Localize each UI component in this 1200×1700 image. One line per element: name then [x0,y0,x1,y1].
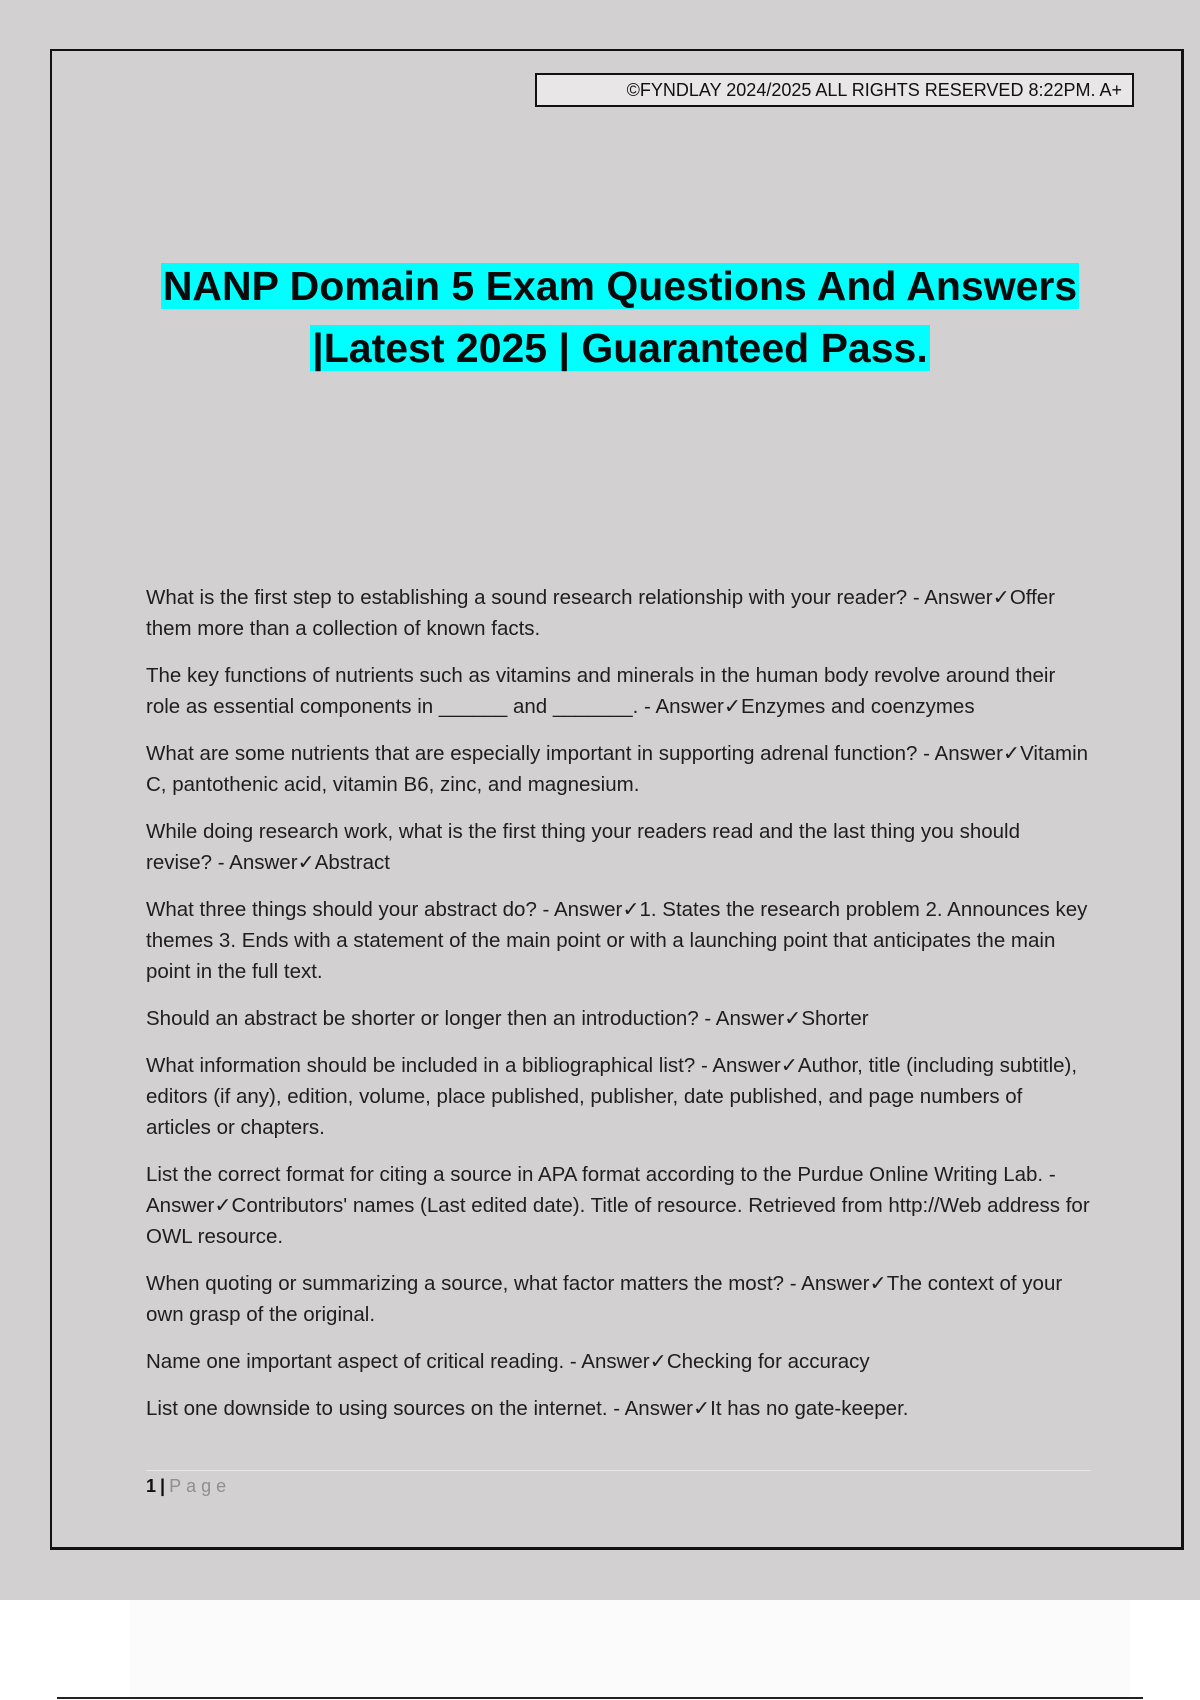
footer-divider [146,1470,1091,1471]
qa-item [146,660,1091,722]
qa-item [146,582,1091,644]
checkmark-icon: ✓ [723,694,741,718]
question-text: List one downside to using sources on the internet. - Answer [146,1397,693,1420]
qa-item [146,1003,1091,1034]
page-label: Page [169,1476,232,1496]
answer-text: Enzymes and coenzymes [741,695,975,718]
title-line-1: NANP Domain 5 Exam Questions And Answers [162,263,1078,309]
question-text: What information should be included in a bibliographical list? - Answer [146,1054,781,1077]
bottom-divider [57,1697,1143,1699]
answer-text: The context of your own grasp of the original. [146,1272,1063,1326]
qa-item [146,1346,1091,1377]
checkmark-icon: ✓ [992,585,1010,609]
checkmark-icon: ✓ [649,1349,667,1373]
copyright-notice: ©FYNDLAY 2024/2025 ALL RIGHTS RESERVED 8:22PM. A+ [535,73,1134,107]
page-footer [146,1473,231,1499]
question-text: Should an abstract be shorter or longer then an introduction? - Answer [146,1007,785,1030]
title-line-2: |Latest 2025 | Guaranteed Pass. [312,325,928,371]
checkmark-icon: ✓ [622,897,640,921]
question-text: What are some nutrients that are especially important in supporting adrenal function? - Answer [146,742,1003,765]
answer-text: Shorter [801,1007,869,1030]
page-number: 1 [146,1476,157,1496]
answer-text: Offer them more than a collection of known facts. [146,586,1056,640]
checkmark-icon: ✓ [214,1193,232,1217]
question-text: While doing research work, what is the first thing your readers read and the last thing you should revise? - Answer [146,820,1020,874]
question-text: The key functions of nutrients such as vitamins and minerals in the human body revolve around their role as essential components in ______ and _______. - Answer [146,664,1056,718]
question-text: When quoting or summarizing a source, what factor matters the most? - Answer [146,1272,870,1295]
answer-text: Vitamin C, pantothenic acid, vitamin B6, zinc, and magnesium. [146,742,1089,796]
qa-item [146,816,1091,878]
qa-item [146,738,1091,800]
qa-item [146,1393,1091,1424]
qa-item [146,894,1091,987]
page-separator: | [160,1476,166,1496]
answer-text: Author, title (including subtitle), editors (if any), edition, volume, place published, publisher, date published, and page numbers of articles or chapters. [146,1054,1078,1139]
answer-text: It has no gate-keeper. [710,1397,909,1420]
qa-list [146,582,1091,1440]
question-text: What three things should your abstract do? - Answer [146,898,623,921]
answer-text: Contributors' names (Last edited date). Title of resource. Retrieved from http://Web address for OWL resource. [146,1194,1090,1248]
checkmark-icon: ✓ [1002,741,1021,765]
checkmark-icon: ✓ [869,1271,887,1295]
question-text: Name one important aspect of critical reading. - Answer [146,1350,650,1373]
question-text: What is the first step to establishing a sound research relationship with your reader? - Answer [146,586,993,609]
document-title [120,255,1120,379]
answer-text: Checking for accuracy [666,1350,870,1373]
checkmark-icon: ✓ [784,1006,802,1030]
checkmark-icon: ✓ [692,1396,711,1420]
answer-text: Abstract [314,851,390,874]
qa-item [146,1268,1091,1330]
answer-text: 1. States the research problem 2. Announces key themes 3. Ends with a statement of the main point or with a launching point that anticipates the main point in the full text. [146,898,1088,983]
qa-item [146,1159,1091,1252]
checkmark-icon: ✓ [780,1053,798,1077]
checkmark-icon: ✓ [297,850,315,874]
next-page-preview [130,1600,1130,1697]
question-text: List the correct format for citing a source in APA format according to the Purdue Online Writing Lab. - Answer [146,1163,1056,1217]
qa-item [146,1050,1091,1143]
